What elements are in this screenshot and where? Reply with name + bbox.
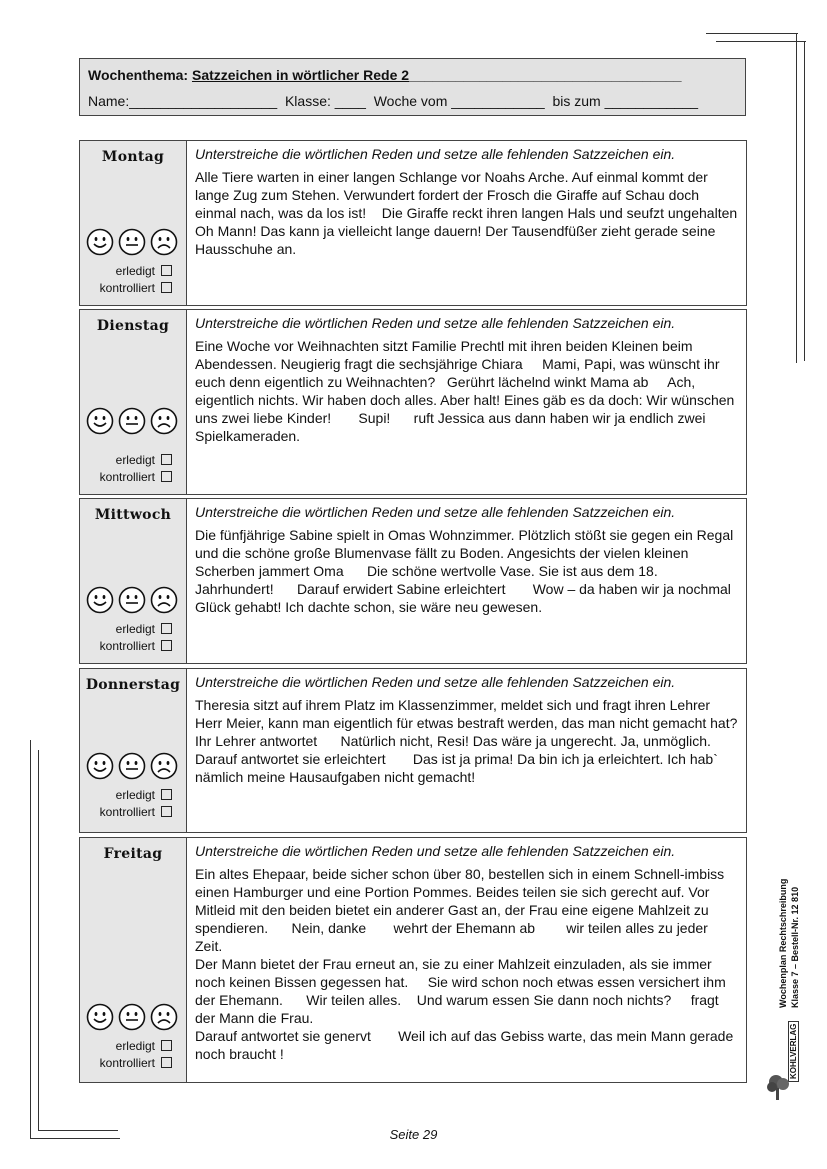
name-field[interactable]: ___________________ bbox=[129, 93, 278, 109]
checked-checkbox[interactable] bbox=[161, 471, 172, 482]
day-row-freitag bbox=[79, 837, 747, 1083]
task-instruction: Unterstreiche die wörtlichen Reden und setze alle fehlenden Satzzeichen ein. bbox=[195, 843, 676, 859]
day-row-dienstag bbox=[79, 309, 747, 495]
smiley-group bbox=[84, 1003, 180, 1031]
day-content bbox=[187, 499, 746, 663]
topic-label: Wochenthema: bbox=[88, 67, 189, 83]
checked-label: kontrolliert bbox=[99, 639, 155, 653]
smiley-sad-icon[interactable] bbox=[150, 228, 178, 256]
checked-checkbox[interactable] bbox=[161, 282, 172, 293]
smiley-group bbox=[84, 407, 180, 435]
day-content bbox=[187, 838, 746, 1082]
worksheet-header bbox=[79, 58, 746, 116]
exercise-text: Alle Tiere warten in einer langen Schlange vor Noahs Arche. Auf einmal kommt der lange Zug zum Stehen. Verwundert fordert der Frosch die Giraffe auf Schau doch einmal nach, was da los ist! Die Giraffe reckt ihren langen Hals und seufzt ungehalten Oh Mann! Das kann ja vielleicht lange dauern! Der Tausendfüßer zieht gerade seine Hausschuhe an. bbox=[195, 169, 753, 257]
day-name: Freitag bbox=[103, 846, 163, 862]
checked-label: kontrolliert bbox=[99, 281, 155, 295]
done-label: erledigt bbox=[115, 622, 155, 636]
day-content bbox=[187, 669, 757, 832]
status-checks bbox=[100, 787, 172, 821]
topic-row bbox=[88, 67, 737, 83]
day-name: Dienstag bbox=[96, 318, 170, 334]
tree-logo-icon bbox=[764, 1072, 794, 1102]
status-checks bbox=[100, 1038, 172, 1072]
done-label: erledigt bbox=[115, 264, 155, 278]
exercise-text: Ein altes Ehepaar, beide sicher schon über 80, bestellen sich in einem Schnell-imbiss einen Hamburger und eine Portion Pommes. Beides teilen sie sich gerecht auf. Vor Mitleid mit den beiden bietet ein anderer Gast an, der Frau eine eigene Mahlzeit zu spendieren. Nein, danke wehrt der Ehemann ab wir teilen alles zu jeder Zeit. Der Mann bietet der Frau erneut an, sie zu einer Mahlzeit einzuladen, als sie immer noch keinen Bissen gegessen hat. Sie wird schon noch etwas essen versichert ihm der Ehemann. Wir teilen alles. Und warum essen Sie dann noch nichts? fragt der Mann die Frau. Darauf antwortet sie genervt Weil ich auf das Gebiss warte, das mein Mann gerade noch braucht ! bbox=[195, 866, 734, 1062]
day-row-donnerstag bbox=[79, 668, 757, 833]
frame-line-top-right-h2 bbox=[716, 41, 806, 42]
checked-checkbox[interactable] bbox=[161, 806, 172, 817]
day-sidebar bbox=[80, 838, 187, 1082]
publisher-imprint bbox=[770, 860, 827, 1100]
smiley-happy-icon[interactable] bbox=[86, 228, 114, 256]
smiley-group bbox=[84, 228, 180, 256]
task-instruction: Unterstreiche die wörtlichen Reden und setze alle fehlenden Satzzeichen ein. bbox=[195, 504, 676, 520]
day-row-mittwoch bbox=[79, 498, 747, 664]
day-content bbox=[187, 310, 746, 494]
page-number: Seite 29 bbox=[389, 1127, 438, 1142]
status-checks bbox=[100, 621, 172, 655]
checked-label: kontrolliert bbox=[99, 1056, 155, 1070]
done-checkbox[interactable] bbox=[161, 454, 172, 465]
topic-line: ___________________________________ bbox=[409, 67, 682, 83]
topic-title: Satzzeichen in wörtlicher Rede 2 bbox=[191, 67, 410, 83]
checked-checkbox[interactable] bbox=[161, 640, 172, 651]
exercise-text: Eine Woche vor Weihnachten sitzt Familie Prechtl mit ihren beiden Kleinen beim Abendessen. Neugierig fragt die sechsjährige Chiara Mami, Papi, was wünscht ihr euch denn eigentlich zu Weihnachten? Gerührt lächelnd winkt Mama ab Ach, eigentlich nichts. Wir haben doch alles. Aber halt! Eines gäb es da doch: Wir wünschen uns zwei liebe Kinder! Supi! ruft Jessica aus dann haben wir ja endlich zwei Spielkameraden. bbox=[195, 338, 739, 444]
day-sidebar bbox=[80, 141, 187, 305]
checked-checkbox[interactable] bbox=[161, 1057, 172, 1068]
frame-line-bottom-left-v bbox=[30, 740, 31, 1138]
done-label: erledigt bbox=[115, 453, 155, 467]
smiley-sad-icon[interactable] bbox=[150, 586, 178, 614]
week-label: Woche vom bbox=[373, 93, 448, 109]
exercise-text: Die fünfjährige Sabine spielt in Omas Wohnzimmer. Plötzlich stößt sie gegen ein Regal und die schöne große Blumenvase fällt zu Boden. Angesichts der vielen kleinen Scherben jammert Oma Die schöne wertvolle Vase. Sie ist aus dem 18. Jahrhundert! Darauf erwidert Sabine erleichtert Wow – da haben wir ja nochmal Glück gehabt! Ich dachte schon, sie wäre neu gewesen. bbox=[195, 527, 738, 615]
smiley-sad-icon[interactable] bbox=[150, 1003, 178, 1031]
day-content bbox=[187, 141, 753, 305]
smiley-neutral-icon[interactable] bbox=[118, 586, 146, 614]
until-label: bis zum bbox=[552, 93, 601, 109]
student-info-row bbox=[88, 93, 737, 109]
done-checkbox[interactable] bbox=[161, 1040, 172, 1051]
task-instruction: Unterstreiche die wörtlichen Reden und setze alle fehlenden Satzzeichen ein. bbox=[195, 315, 676, 331]
smiley-happy-icon[interactable] bbox=[86, 586, 114, 614]
publisher-name: KOHLVERLAG bbox=[788, 1021, 799, 1082]
day-sidebar bbox=[80, 310, 187, 494]
frame-line-top-right-v2 bbox=[804, 41, 805, 361]
smiley-sad-icon[interactable] bbox=[150, 752, 178, 780]
done-label: erledigt bbox=[115, 788, 155, 802]
name-label: Name: bbox=[88, 93, 130, 109]
imprint-class-order: Klasse 7 – Bestell-Nr. 12 810 bbox=[790, 886, 800, 1008]
status-checks bbox=[100, 263, 172, 297]
frame-line-top-right-v bbox=[796, 33, 797, 363]
smiley-neutral-icon[interactable] bbox=[118, 228, 146, 256]
week-from-field[interactable]: ____________ bbox=[451, 93, 545, 109]
day-name: Mittwoch bbox=[94, 507, 172, 523]
day-row-montag bbox=[79, 140, 753, 306]
class-field[interactable]: ____ bbox=[334, 93, 366, 109]
done-checkbox[interactable] bbox=[161, 789, 172, 800]
smiley-group bbox=[84, 752, 180, 780]
checked-label: kontrolliert bbox=[99, 805, 155, 819]
smiley-happy-icon[interactable] bbox=[86, 752, 114, 780]
day-name: Donnerstag bbox=[85, 677, 181, 693]
day-sidebar bbox=[80, 499, 187, 663]
smiley-neutral-icon[interactable] bbox=[118, 1003, 146, 1031]
smiley-happy-icon[interactable] bbox=[86, 407, 114, 435]
exercise-text: Theresia sitzt auf ihrem Platz im Klassenzimmer, meldet sich und fragt ihren Lehrer Herr Meier, kann man eigentlich für etwas bestraft werden, das man nicht gemacht hat? Ihr Lehrer antwortet Natürlich nicht, Resi! Das wäre ja ungerecht. Ja, unmöglich. Darauf antwortet sie erleichtert Das ist ja prima! Da bin ich ja erleichtert. Ich hab` nämlich meine Hausaufgaben nicht gemacht! bbox=[195, 697, 757, 785]
checked-label: kontrolliert bbox=[99, 470, 155, 484]
done-checkbox[interactable] bbox=[161, 623, 172, 634]
smiley-neutral-icon[interactable] bbox=[118, 407, 146, 435]
smiley-neutral-icon[interactable] bbox=[118, 752, 146, 780]
day-name: Montag bbox=[101, 149, 165, 165]
smiley-happy-icon[interactable] bbox=[86, 1003, 114, 1031]
task-instruction: Unterstreiche die wörtlichen Reden und setze alle fehlenden Satzzeichen ein. bbox=[195, 674, 676, 690]
frame-line-bottom-left-v2 bbox=[38, 750, 39, 1130]
week-until-field[interactable]: ____________ bbox=[604, 93, 699, 109]
smiley-sad-icon[interactable] bbox=[150, 407, 178, 435]
smiley-group bbox=[84, 586, 180, 614]
frame-line-top-right-h bbox=[706, 33, 798, 34]
status-checks bbox=[100, 452, 172, 486]
task-instruction: Unterstreiche die wörtlichen Reden und setze alle fehlenden Satzzeichen ein. bbox=[195, 146, 676, 162]
imprint-title: Wochenplan Rechtschreibung bbox=[778, 878, 788, 1008]
done-label: erledigt bbox=[115, 1039, 155, 1053]
class-label: Klasse: bbox=[284, 93, 331, 109]
day-sidebar bbox=[80, 669, 187, 832]
done-checkbox[interactable] bbox=[161, 265, 172, 276]
